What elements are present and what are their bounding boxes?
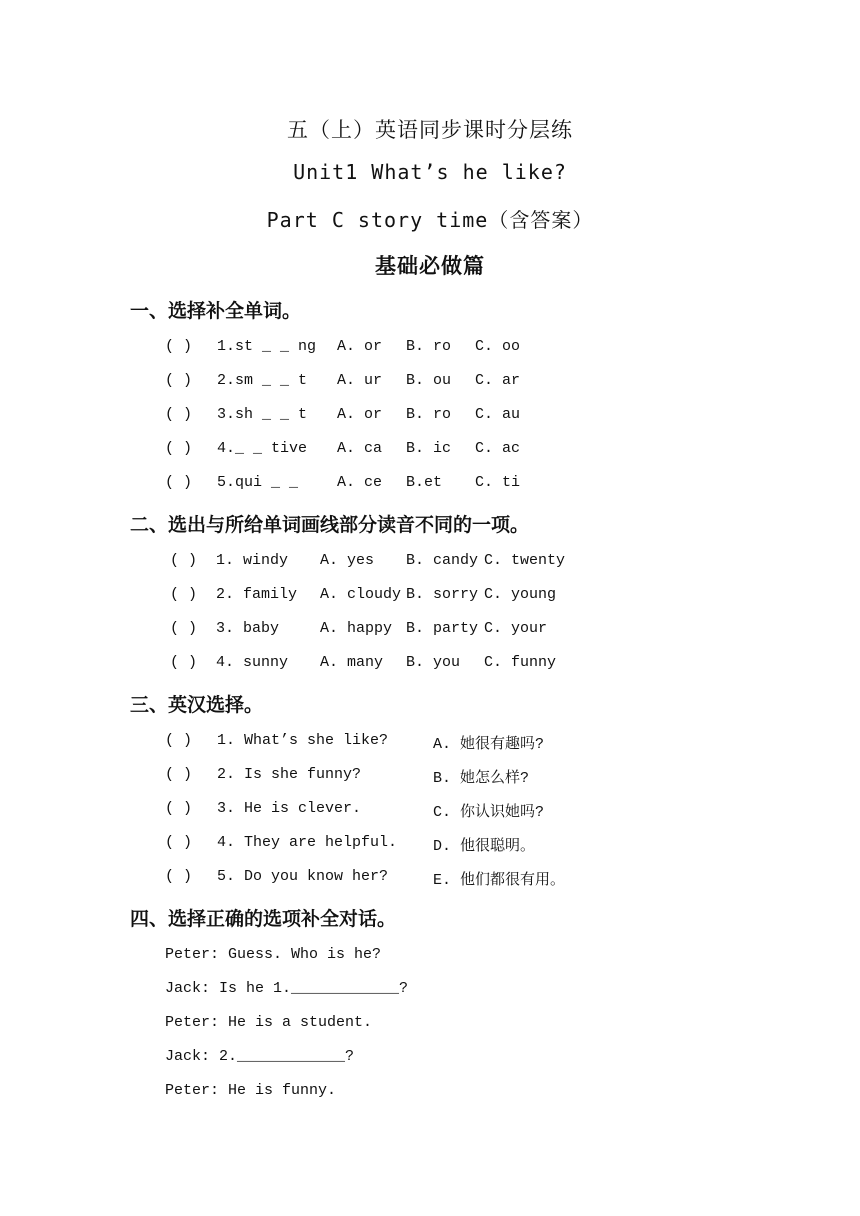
unit-title: Unit1 What’s he like? bbox=[293, 160, 567, 184]
question-text: 2.sm _ _ t bbox=[217, 372, 308, 389]
question-text: 3. baby bbox=[216, 620, 280, 637]
option-a: A. ur bbox=[337, 372, 383, 389]
question-text: 1.st _ _ ng bbox=[217, 338, 317, 355]
question-text: 4. They are helpful. bbox=[217, 834, 398, 851]
page-title: 五（上）英语同步课时分层练 bbox=[287, 118, 573, 142]
dialogue-line: Peter: He is funny. bbox=[165, 1082, 337, 1099]
option-b: B. ic bbox=[406, 440, 452, 457]
option-b: B.et bbox=[406, 474, 443, 491]
answer-blank[interactable]: ( ) bbox=[165, 440, 193, 457]
option-c: C. ti bbox=[475, 474, 521, 491]
option-text: A. 她很有趣吗? bbox=[433, 736, 545, 753]
option-c: C. young bbox=[484, 586, 557, 603]
option-a: A. or bbox=[337, 406, 383, 423]
option-c: C. funny bbox=[484, 654, 557, 671]
question-text: 2. Is she funny? bbox=[217, 766, 362, 783]
answer-blank[interactable]: ( ) bbox=[165, 732, 193, 749]
option-b: B. party bbox=[406, 620, 479, 637]
answer-blank[interactable]: ( ) bbox=[170, 620, 198, 637]
option-b: B. ro bbox=[406, 338, 452, 355]
level-title: 基础必做篇 bbox=[375, 254, 485, 278]
question-text: 1. What’s she like? bbox=[217, 732, 389, 749]
option-a: A. ce bbox=[337, 474, 383, 491]
answer-blank[interactable]: ( ) bbox=[170, 586, 198, 603]
option-a: A. many bbox=[320, 654, 384, 671]
option-text: C. 你认识她吗? bbox=[433, 804, 545, 821]
option-b: B. sorry bbox=[406, 586, 479, 603]
section-2-heading: 二、选出与所给单词画线部分读音不同的一项。 bbox=[130, 514, 530, 536]
answer-blank[interactable]: ( ) bbox=[165, 800, 193, 817]
option-b: B. ou bbox=[406, 372, 452, 389]
answer-blank[interactable]: ( ) bbox=[165, 868, 193, 885]
answer-blank[interactable]: ( ) bbox=[165, 834, 193, 851]
answer-blank[interactable]: ( ) bbox=[170, 654, 198, 671]
question-text: 5. Do you know her? bbox=[217, 868, 389, 885]
answer-blank[interactable]: ( ) bbox=[165, 338, 193, 355]
question-text: 5.qui _ _ bbox=[217, 474, 299, 491]
question-text: 4._ _ tive bbox=[217, 440, 308, 457]
option-a: A. yes bbox=[320, 552, 375, 569]
option-c: C. oo bbox=[475, 338, 521, 355]
question-text: 2. family bbox=[216, 586, 298, 603]
answer-blank[interactable]: ( ) bbox=[165, 406, 193, 423]
question-text: 1. windy bbox=[216, 552, 289, 569]
option-a: A. happy bbox=[320, 620, 393, 637]
option-c: C. au bbox=[475, 406, 521, 423]
option-b: B. ro bbox=[406, 406, 452, 423]
option-text: E. 他们都很有用。 bbox=[433, 872, 566, 889]
option-c: C. ar bbox=[475, 372, 521, 389]
option-a: A. or bbox=[337, 338, 383, 355]
option-text: B. 她怎么样? bbox=[433, 770, 530, 787]
dialogue-line: Peter: He is a student. bbox=[165, 1014, 373, 1031]
option-a: A. ca bbox=[337, 440, 383, 457]
option-b: B. candy bbox=[406, 552, 479, 569]
section-4-heading: 四、选择正确的选项补全对话。 bbox=[130, 908, 397, 930]
part-title: Part C story time（含答案） bbox=[266, 208, 594, 232]
answer-blank[interactable]: ( ) bbox=[170, 552, 198, 569]
question-text: 3.sh _ _ t bbox=[217, 406, 308, 423]
dialogue-line: Peter: Guess. Who is he? bbox=[165, 946, 382, 963]
answer-blank[interactable]: ( ) bbox=[165, 474, 193, 491]
section-1-heading: 一、选择补全单词。 bbox=[130, 300, 302, 322]
option-c: C. twenty bbox=[484, 552, 566, 569]
answer-blank[interactable]: ( ) bbox=[165, 372, 193, 389]
option-text: D. 他很聪明。 bbox=[433, 838, 536, 855]
question-text: 3. He is clever. bbox=[217, 800, 362, 817]
option-b: B. you bbox=[406, 654, 461, 671]
option-a: A. cloudy bbox=[320, 586, 402, 603]
section-3-heading: 三、英汉选择。 bbox=[130, 694, 264, 716]
option-c: C. ac bbox=[475, 440, 521, 457]
option-c: C. your bbox=[484, 620, 548, 637]
question-text: 4. sunny bbox=[216, 654, 289, 671]
dialogue-line: Jack: 2.____________? bbox=[165, 1048, 355, 1065]
dialogue-line: Jack: Is he 1.____________? bbox=[165, 980, 409, 997]
answer-blank[interactable]: ( ) bbox=[165, 766, 193, 783]
